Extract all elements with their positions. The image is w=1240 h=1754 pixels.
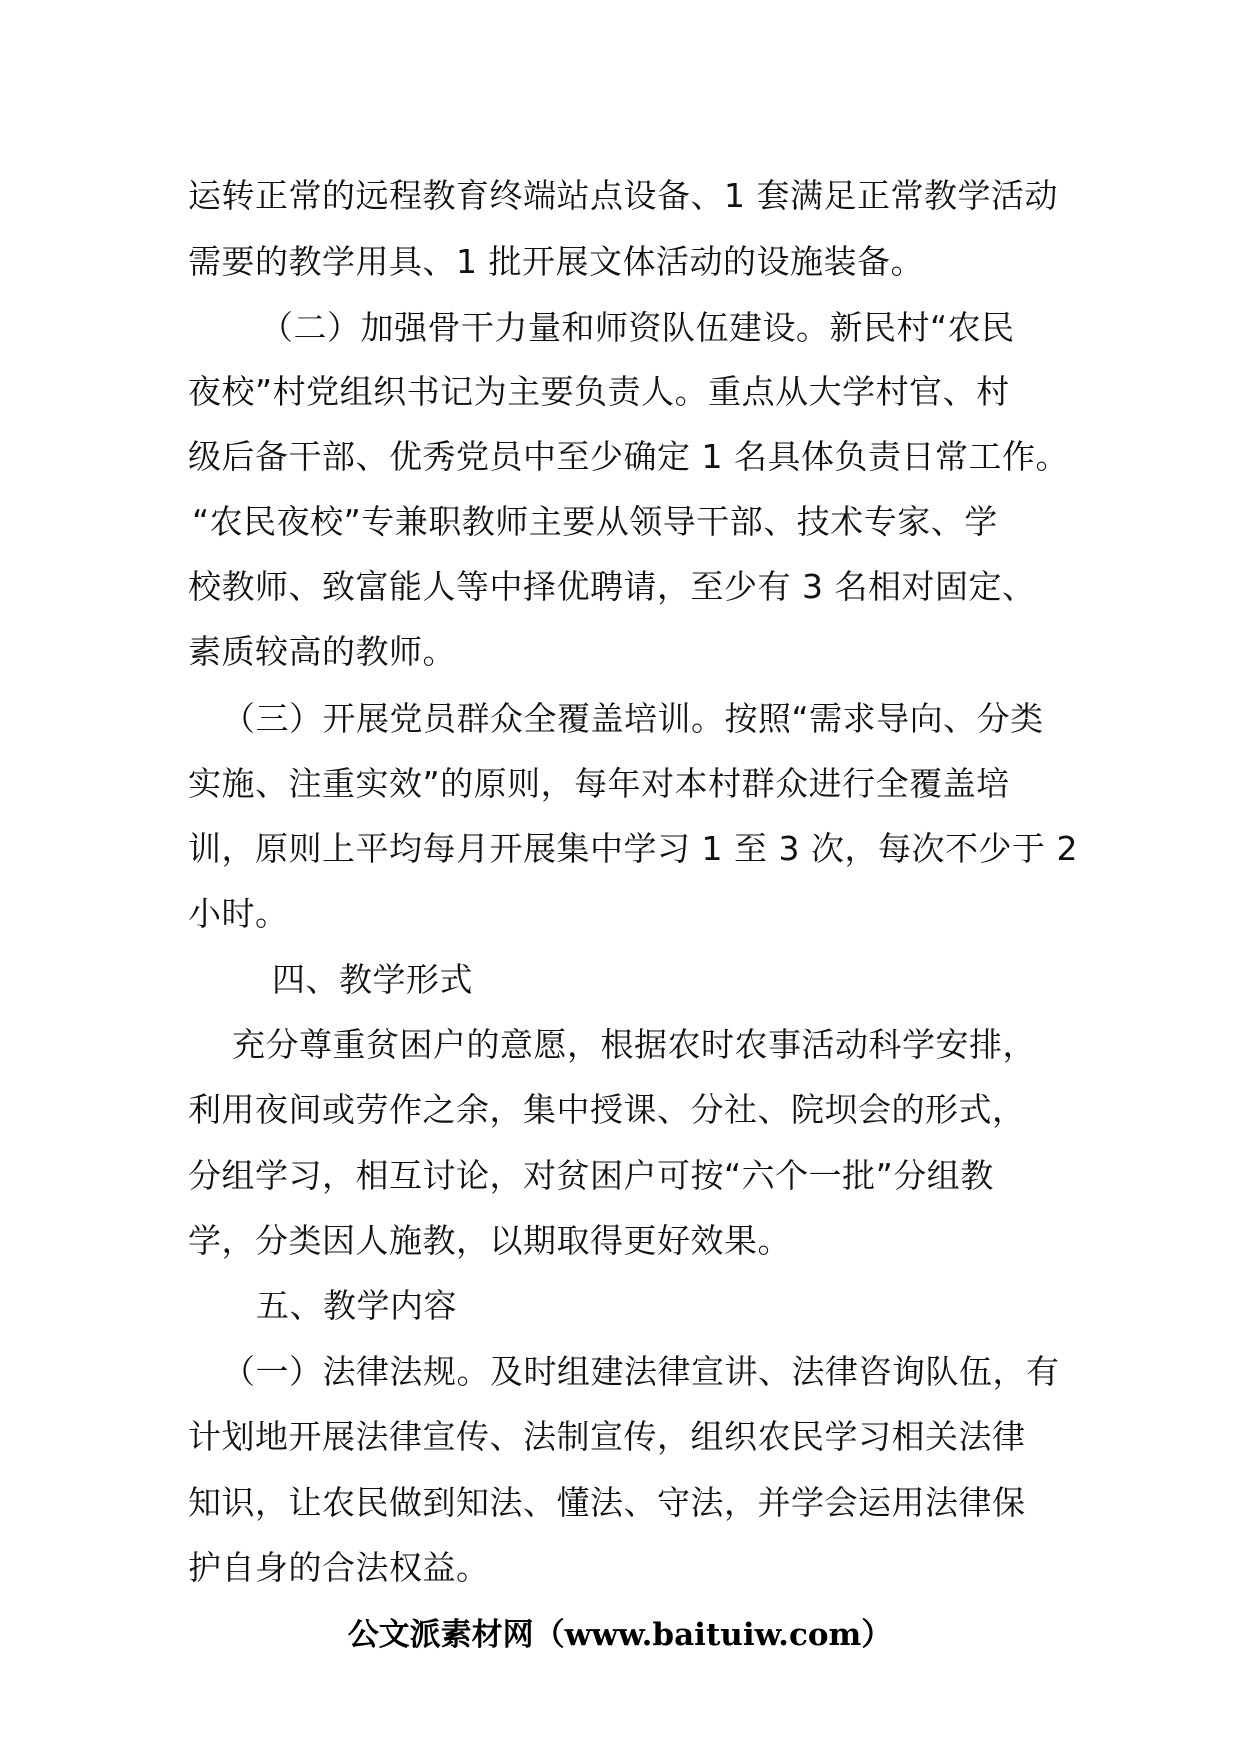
text-line: 运转正常的远程教育终端站点设备、1 套满足正常教学活动 [188, 176, 1058, 215]
text-line: （一）法律法规。及时组建法律宣讲、法律咨询队伍，有 [222, 1352, 1060, 1391]
text-line: 校教师、致富能人等中择优聘请，至少有 3 名相对固定、 [188, 567, 1036, 606]
text-line: 计划地开展法律宣传、法制宣传，组织农民学习相关法律 [188, 1417, 1026, 1456]
text-line: 训，原则上平均每月开展集中学习 1 至 3 次，每次不少于 2 [188, 829, 1078, 868]
text-line: （三）开展党员群众全覆盖培训。按照“需求导向、分类 [222, 699, 1044, 738]
section-heading: 四、教学形式 [272, 960, 473, 999]
text-line: 夜校”村党组织书记为主要负责人。重点从大学村官、村 [188, 372, 1010, 411]
text-line: 利用夜间或劳作之余，集中授课、分社、院坝会的形式， [188, 1090, 1026, 1129]
text-line: 分组学习，相互讨论，对贫困户可按“六个一批”分组教 [188, 1156, 994, 1195]
text-line: 学，分类因人施教，以期取得更好效果。 [188, 1221, 791, 1260]
text-line: 实施、注重实效”的原则，每年对本村群众进行全覆盖培 [188, 764, 1010, 803]
text-line: 充分尊重贫困户的意愿，根据农时农事活动科学安排， [232, 1025, 1036, 1064]
text-line: 素质较高的教师。 [188, 632, 456, 671]
text-line: “农民夜校”专兼职教师主要从领导干部、技术专家、学 [192, 502, 998, 541]
text-line: 级后备干部、优秀党员中至少确定 1 名具体负责日常工作。 [188, 437, 1069, 476]
text-line: 小时。 [188, 894, 289, 933]
footer-watermark: 公文派素材网（www.baituiw.com） [347, 1617, 893, 1653]
text-line: 知识，让农民做到知法、懂法、守法，并学会运用法律保 [188, 1483, 1026, 1522]
text-line: 护自身的合法权益。 [188, 1548, 490, 1587]
text-line: 需要的教学用具、1 批开展文体活动的设施装备。 [188, 242, 924, 281]
text-line: （二）加强骨干力量和师资队伍建设。新民村“农民 [260, 308, 1015, 347]
section-heading: 五、教学内容 [256, 1286, 457, 1325]
